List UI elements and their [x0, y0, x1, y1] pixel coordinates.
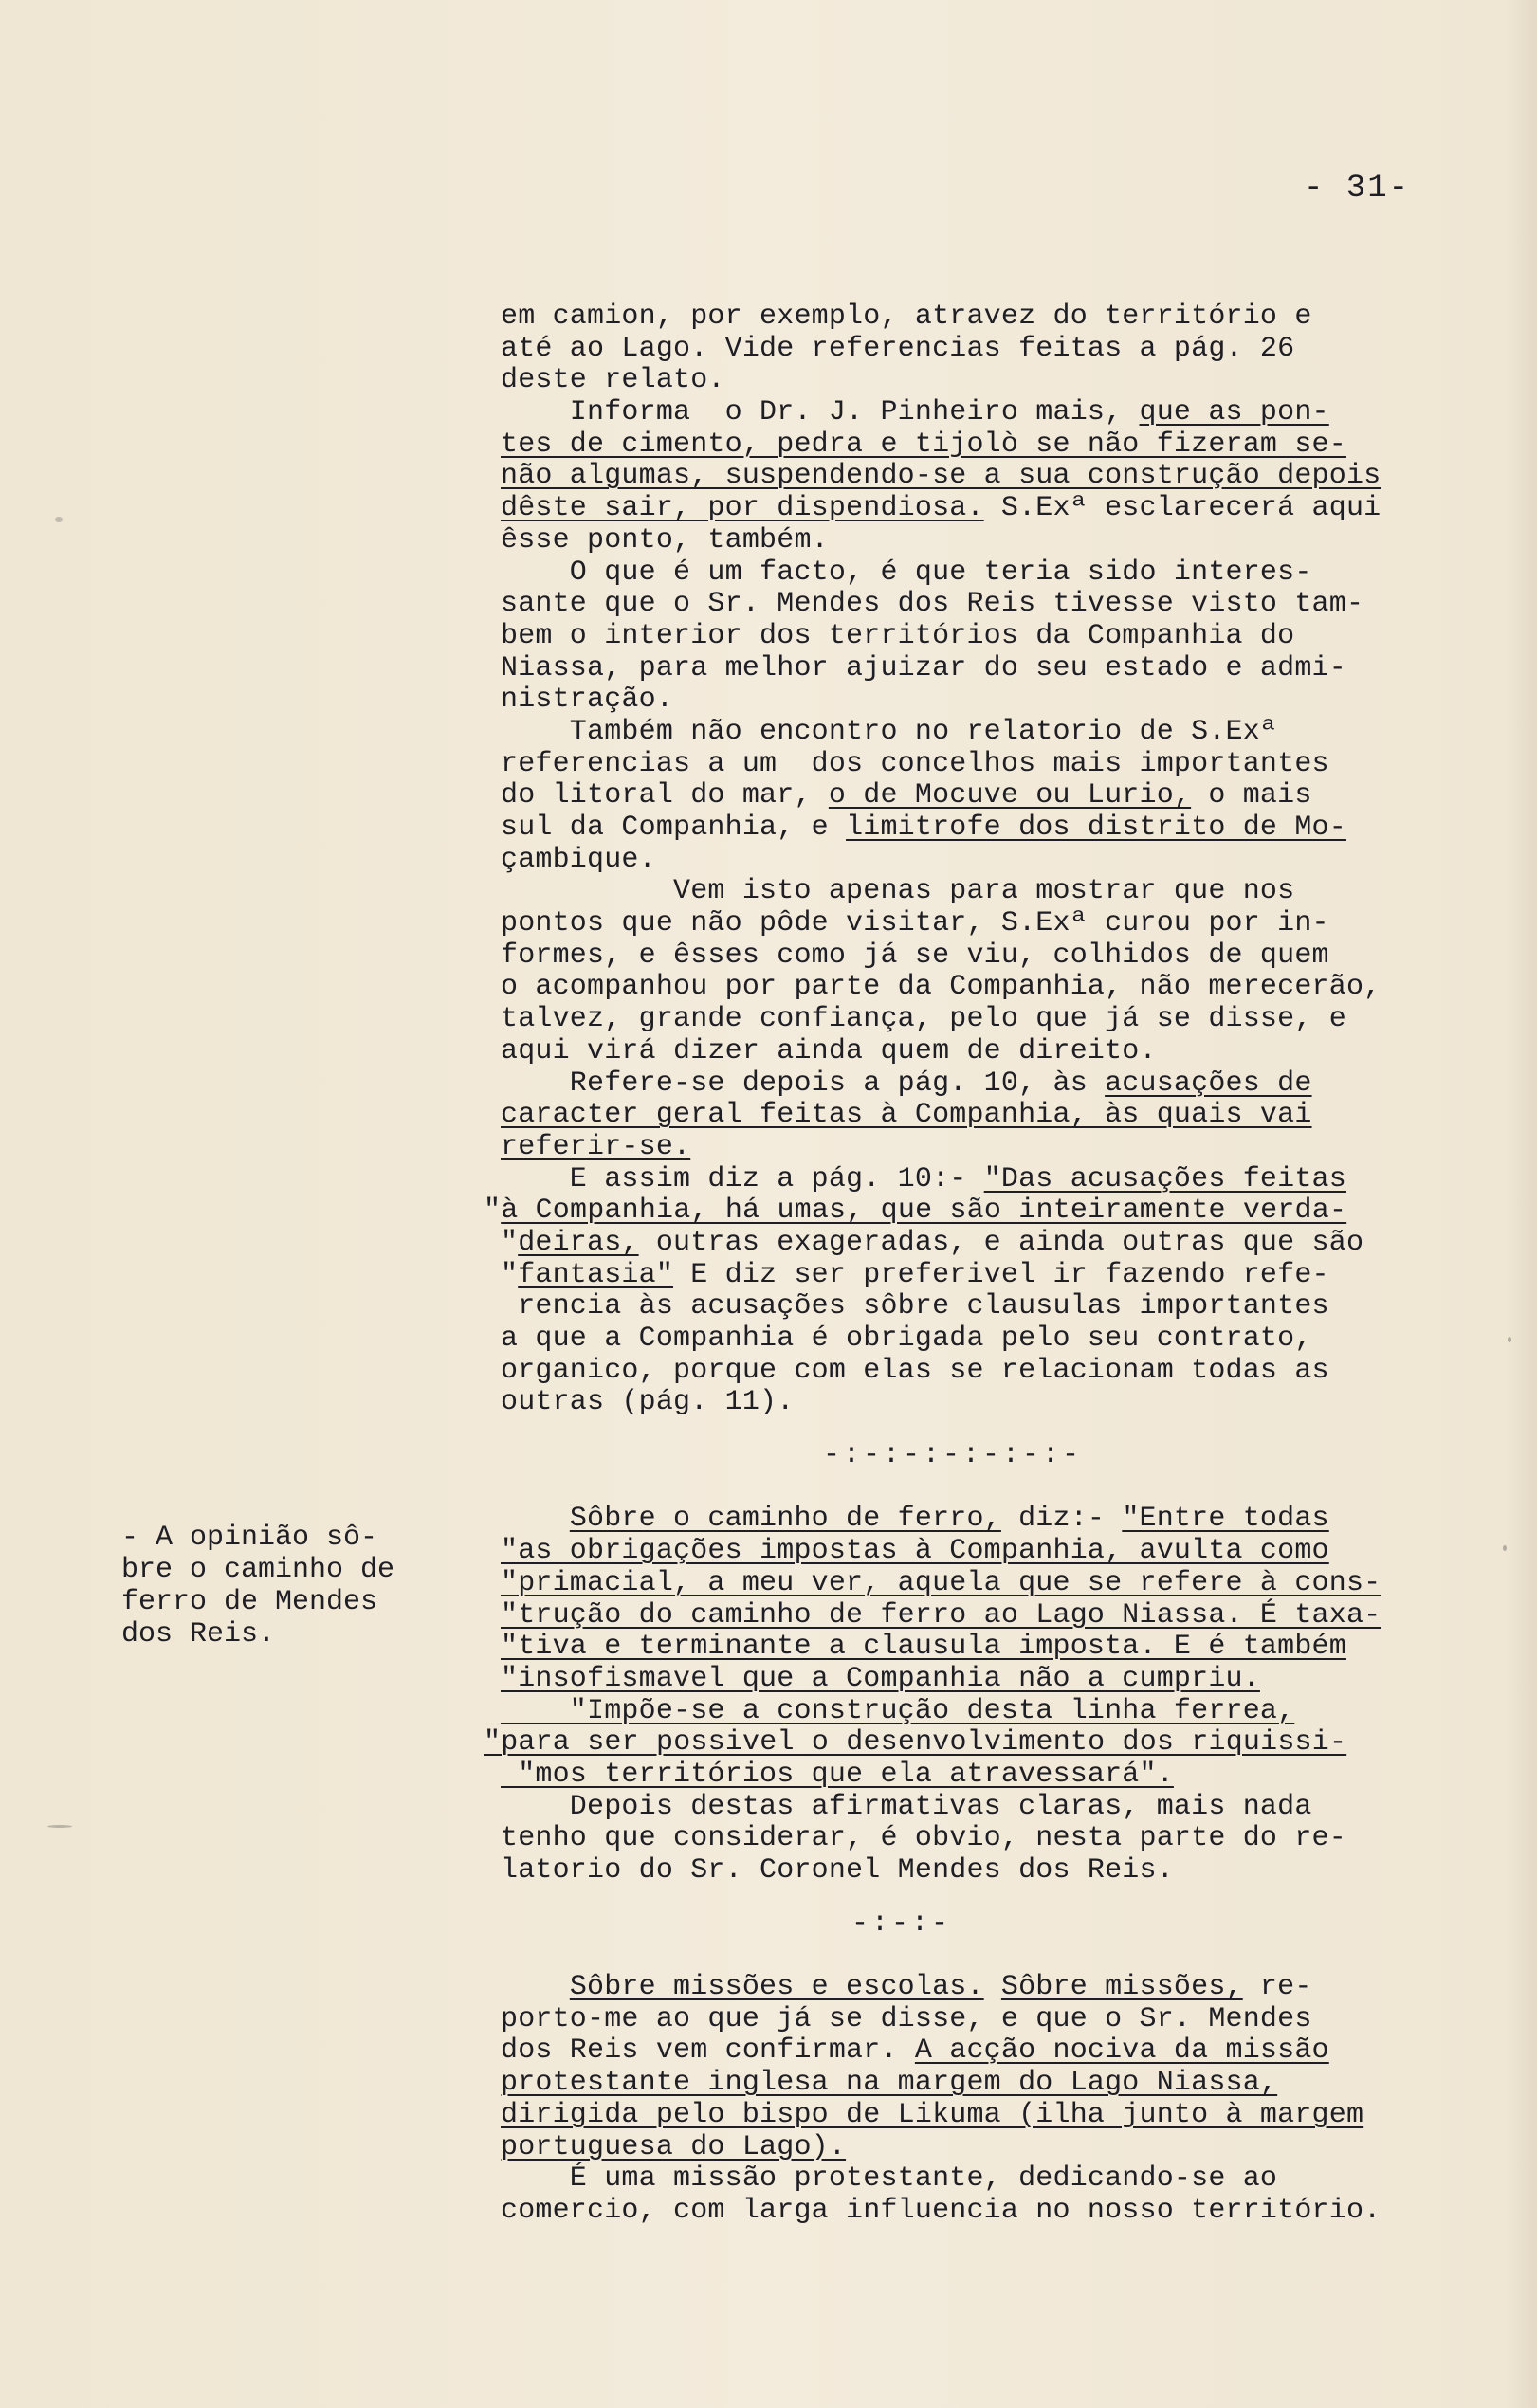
- underlined-text: "Impõe-se a construção desta linha ferrea,: [501, 1694, 1295, 1727]
- paragraph-caminho-de-ferro: [484, 1503, 1487, 1791]
- paragraph-informes: [501, 876, 1487, 1067]
- text-line: comercio, com larga influencia no nosso território.: [501, 2194, 1381, 2227]
- paragraph-litoral: [501, 717, 1487, 876]
- text-line: a que a Companhia é obrigada pelo seu contrato,: [501, 1323, 1312, 1355]
- text-segment: ": [501, 1258, 519, 1291]
- spacer: [501, 1940, 1487, 1972]
- underlined-text: que as pon-: [1139, 396, 1329, 429]
- underlined-text: A acção nociva da missão: [914, 2034, 1329, 2068]
- underlined-text: deiras,: [518, 1226, 639, 1259]
- margin-note: [121, 1522, 394, 1651]
- text-line: [501, 1632, 1487, 1664]
- text-line: êsse ponto, também.: [501, 523, 829, 556]
- text-line: [501, 1068, 1487, 1101]
- text-line: [501, 1600, 1487, 1633]
- text-line: [501, 1228, 1487, 1260]
- paragraph-missoes: [501, 1972, 1487, 2228]
- text-line: sante que o Sr. Mendes dos Reis tivesse visto tam-: [501, 588, 1364, 621]
- section-separator: -:-:-:-:-:-:-: [823, 1439, 1083, 1472]
- text-line: nistração.: [501, 684, 674, 717]
- text-line: [501, 812, 1487, 845]
- underlined-text: "as obrigações impostas à Companhia, avulta como: [501, 1535, 1329, 1568]
- text-line: çambique.: [501, 843, 656, 876]
- text-line: [484, 1195, 1487, 1228]
- text-line: bem o interior dos territórios da Companhia do: [501, 619, 1295, 652]
- text-line: tenho que considerar, é obvio, nesta parte do re-: [501, 1822, 1346, 1855]
- text-line: referencias a um dos concelhos mais importantes: [501, 747, 1329, 780]
- text-segment: re-: [1242, 1971, 1312, 2004]
- text-line: latorio do Sr. Coronel Mendes dos Reis.: [501, 1854, 1174, 1887]
- underlined-text: caracter geral feitas à Companhia, às quais vai: [501, 1099, 1312, 1132]
- text-line: [501, 2035, 1487, 2068]
- text-segment: outras exageradas, e ainda outras que são: [638, 1226, 1364, 1259]
- underlined-text: limitrofe dos distrito de Mo-: [846, 812, 1346, 844]
- text-line: talvez, grande confiança, pelo que já se disse, e: [501, 1003, 1346, 1036]
- text-line: [501, 1760, 1487, 1792]
- text-line: [501, 2068, 1487, 2100]
- underlined-text: Sôbre missões,: [1000, 1971, 1243, 2004]
- text-line: [501, 1568, 1487, 1600]
- text-line: [501, 1972, 1487, 2004]
- underlined-text: "trução do caminho de ferro ao Lago Niassa. É taxa-: [501, 1598, 1381, 1632]
- text-line: [501, 461, 1487, 493]
- text-line: formes, e êsses como já se viu, colhidos de quem: [501, 939, 1329, 972]
- text-line: porto-me ao que já se disse, e que o Sr. Mendes: [501, 2002, 1312, 2035]
- underlined-text: à Companhia, há umas, que são inteiramente verda-: [501, 1195, 1347, 1228]
- text-line: [501, 2132, 1487, 2164]
- text-line: O que é um facto, é que teria sido interes-: [501, 556, 1312, 589]
- spacer: [501, 1472, 1487, 1505]
- text-segment: E diz ser preferivel ir fazendo refe-: [673, 1258, 1329, 1291]
- text-line: [501, 1536, 1487, 1568]
- text-line: [501, 1100, 1487, 1132]
- text-line: Também não encontro no relatorio de S.Exª: [501, 715, 1278, 748]
- margin-note-line: ferro de Mendes: [121, 1586, 378, 1618]
- text-line: [501, 429, 1487, 462]
- text-line: Niassa, para melhor ajuizar do seu estado e admi-: [501, 651, 1346, 684]
- paper-speck: [1503, 1545, 1507, 1551]
- text-line: Vem isto apenas para mostrar que nos: [501, 875, 1295, 908]
- underlined-text: Sôbre missões e escolas.: [569, 1971, 984, 2004]
- text-line: até ao Lago. Vide referencias feitas a pág. 26: [501, 332, 1295, 365]
- text-segment: ": [484, 1195, 502, 1228]
- text-segment: dos Reis vem confirmar.: [501, 2034, 915, 2068]
- text-line: em camion, por exemplo, atravez do território e: [501, 301, 1312, 333]
- text-line: [501, 2100, 1487, 2132]
- text-line: rencia às acusações sôbre clausulas importantes: [501, 1290, 1329, 1323]
- text-segment: sul da Companhia, e: [501, 812, 847, 844]
- paragraph-facto: [501, 557, 1487, 717]
- text-segment: do litoral do mar,: [501, 779, 829, 812]
- text-line: pontos que não pôde visitar, S.Exª curou por in-: [501, 907, 1329, 940]
- text-line: [501, 493, 1487, 525]
- text-segment: diz:-: [1000, 1503, 1123, 1536]
- underlined-text: "Entre todas: [1122, 1503, 1329, 1536]
- text-line: [501, 397, 1487, 429]
- spacer: [501, 1419, 1487, 1440]
- paragraph-camion: [501, 301, 1487, 397]
- paragraph-afirmativas: [501, 1792, 1487, 1888]
- underlined-text: dêste sair, por dispendiosa.: [501, 492, 984, 525]
- text-line: [484, 1727, 1487, 1760]
- paper-speck: [1508, 1337, 1511, 1342]
- underlined-text: dirigida pelo bispo de Likuma (ilha junto à margem: [501, 2098, 1364, 2131]
- text-line: [501, 1504, 1487, 1536]
- text-segment: E assim diz a pág. 10:-: [501, 1162, 984, 1195]
- underlined-text: protestante inglesa na margem do Lago Niassa,: [501, 2067, 1278, 2100]
- text-line: [501, 1696, 1487, 1728]
- text-segment: o mais: [1191, 779, 1312, 812]
- text-line: deste relato.: [501, 364, 725, 397]
- underlined-text: fantasia": [518, 1258, 674, 1291]
- text-line: [501, 1132, 1487, 1164]
- body-text: [484, 301, 1487, 2228]
- margin-note-line: bre o caminho de: [121, 1554, 395, 1586]
- text-line: o acompanhou por parte da Companhia, não merecerão,: [501, 971, 1381, 1004]
- page-number: - 31-: [1304, 171, 1411, 207]
- text-line: [501, 1164, 1487, 1196]
- underlined-text: "tiva e terminante a clausula imposta. E é também: [501, 1631, 1346, 1664]
- text-segment: [984, 1971, 1001, 2003]
- underlined-text: "para ser possivel o desenvolvimento dos riquissi-: [484, 1726, 1347, 1760]
- text-segment: [501, 1503, 570, 1535]
- spacer: [501, 1888, 1487, 1908]
- text-line: organico, porque com elas se relacionam todas as: [501, 1354, 1329, 1387]
- underlined-text: Sôbre o caminho de ferro,: [569, 1503, 1001, 1536]
- underlined-text: "Das acusações feitas: [983, 1162, 1346, 1195]
- margin-note-line: dos Reis.: [121, 1618, 276, 1651]
- text-segment: S.Exª esclarecerá aqui: [983, 492, 1381, 525]
- text-line: É uma missão protestante, dedicando-se ao: [501, 2162, 1278, 2196]
- paragraph-acusacoes: [501, 1068, 1487, 1164]
- paragraph-pag-10: [484, 1162, 1487, 1420]
- paragraph-pinheiro: [501, 397, 1487, 556]
- underlined-text: "insofismavel que a Companhia não a cumpriu.: [501, 1662, 1260, 1695]
- text-line: [501, 1664, 1487, 1696]
- text-segment: Informa o Dr. J. Pinheiro mais,: [501, 396, 1140, 429]
- text-line: outras (pág. 11).: [501, 1386, 795, 1419]
- margin-note-line: - A opinião sô-: [121, 1522, 378, 1554]
- text-line: aqui virá dizer ainda quem de direito.: [501, 1034, 1157, 1067]
- underlined-text: não algumas, suspendendo-se a sua construção depois: [501, 460, 1381, 493]
- underlined-text: acusações de: [1105, 1067, 1312, 1100]
- underlined-text: tes de cimento, pedra e tijolò se não fizeram se-: [501, 428, 1346, 461]
- text-segment: Refere-se depois a pág. 10, às: [501, 1067, 1106, 1100]
- text-segment: ": [501, 1226, 519, 1259]
- paper-speck: [47, 1825, 72, 1828]
- underlined-text: portuguesa do Lago).: [501, 2130, 847, 2163]
- paper-speck: [55, 517, 63, 522]
- text-line: Depois destas afirmativas claras, mais nada: [501, 1790, 1312, 1823]
- text-line: [501, 1260, 1487, 1292]
- page-edge-shadow: [1506, 0, 1537, 2408]
- section-separator: -:-:-: [851, 1906, 952, 1940]
- text-segment: [501, 1971, 570, 2003]
- underlined-text: referir-se.: [501, 1130, 691, 1163]
- underlined-text: "primacial, a meu ver, aquela que se refere à cons-: [501, 1566, 1381, 1599]
- underlined-text: "mos territórios que ela atravessará".: [501, 1758, 1174, 1791]
- text-line: [501, 780, 1487, 812]
- underlined-text: o de Mocuve ou Lurio,: [828, 779, 1192, 812]
